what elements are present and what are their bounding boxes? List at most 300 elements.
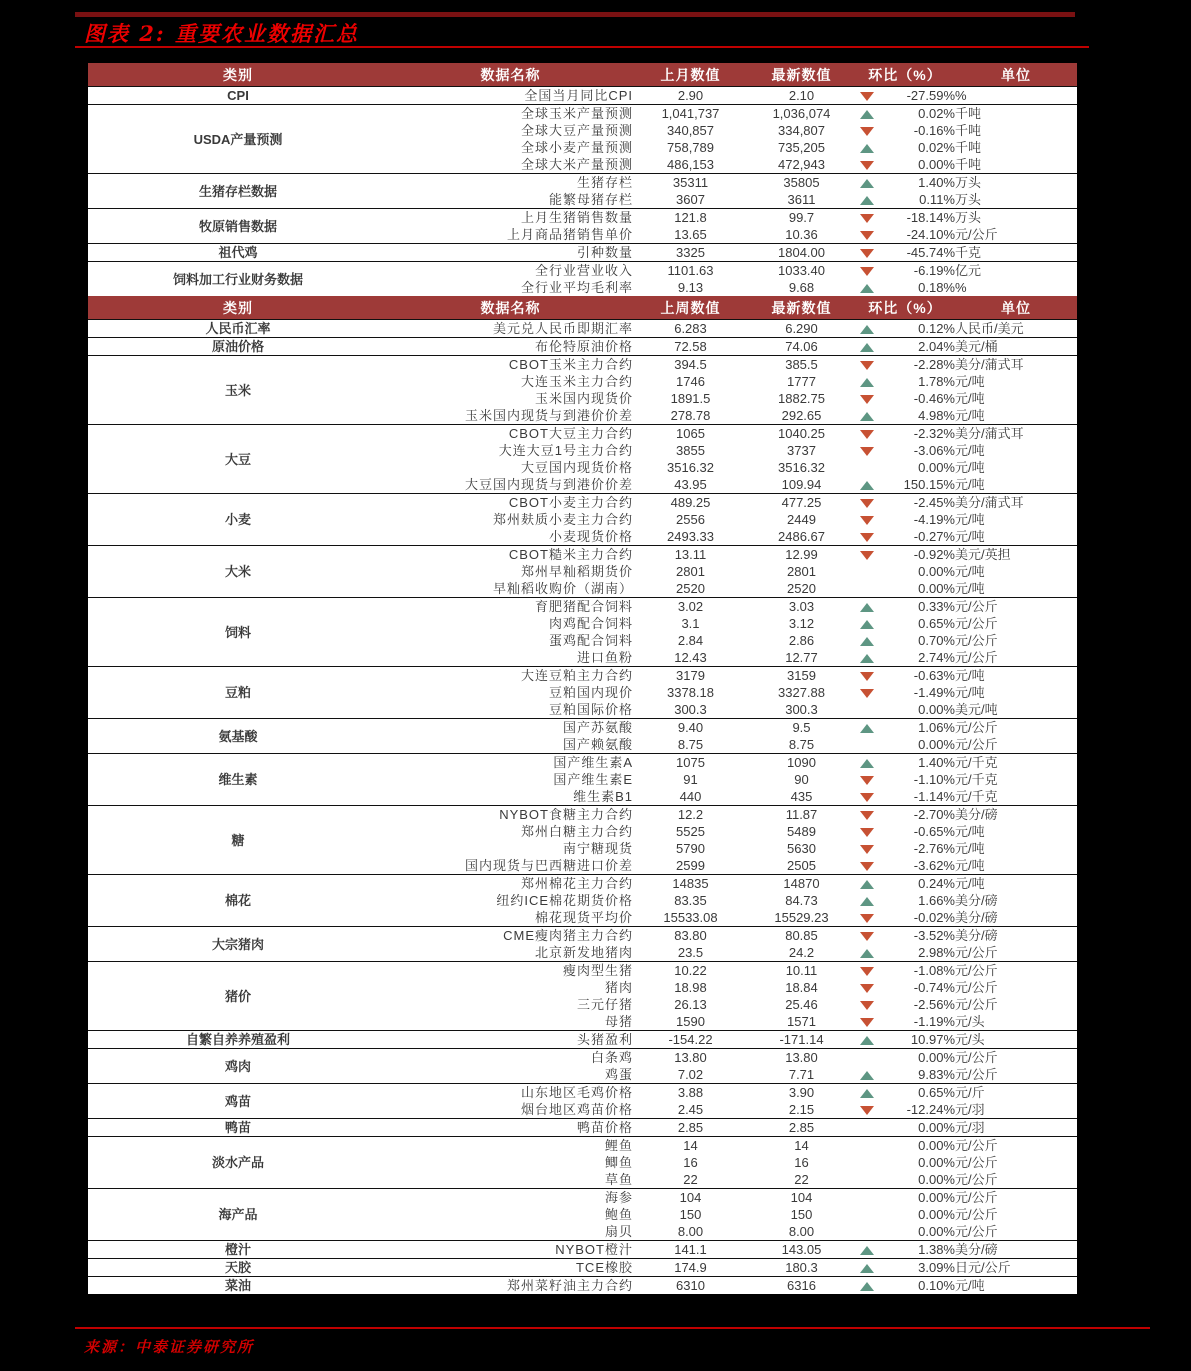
down-arrow-icon	[860, 92, 874, 101]
unit-cell: 元/公斤	[955, 1207, 998, 1222]
previous-value-cell: 6.283	[674, 321, 707, 336]
change-value: 0.00%	[918, 1172, 955, 1187]
category-group	[88, 1031, 1077, 1049]
table-row	[88, 262, 1077, 280]
category-cell: 小麦	[224, 512, 251, 527]
up-arrow-icon	[860, 880, 874, 889]
category-group	[88, 209, 1077, 244]
change-cell	[855, 407, 955, 425]
change-value: 0.00%	[918, 702, 955, 717]
previous-value-cell: 121.8	[674, 210, 707, 225]
change-value: 1.40%	[918, 175, 955, 190]
category-cell: CPI	[227, 88, 249, 103]
change-cell	[855, 1259, 955, 1277]
change-value: -12.24%	[906, 1102, 955, 1117]
unit-cell: 元/吨	[955, 1278, 985, 1293]
latest-value-cell: 12.77	[785, 650, 818, 665]
up-arrow-icon	[860, 343, 874, 352]
up-arrow-icon	[860, 1071, 874, 1080]
chart-title: 图表 2: 重要农业数据汇总	[84, 21, 359, 46]
change-value: 1.06%	[918, 720, 955, 735]
previous-value-cell: 2801	[676, 564, 705, 579]
unit-cell: 美分/磅	[955, 910, 998, 925]
latest-value-cell: 3.03	[788, 599, 815, 614]
change-value: -0.74%	[913, 980, 955, 995]
table-row	[88, 320, 1077, 338]
indicator-name-cell: CBOT糙米主力合约	[508, 547, 633, 562]
change-cell	[855, 105, 955, 123]
change-cell	[855, 1206, 955, 1223]
change-cell	[855, 425, 955, 443]
latest-value-cell: 2520	[787, 581, 816, 596]
change-cell	[855, 632, 955, 649]
down-arrow-icon	[860, 533, 874, 542]
indicator-name-cell: 鲫鱼	[604, 1155, 633, 1170]
down-arrow-icon	[860, 845, 874, 854]
previous-value-cell: 3516.32	[667, 460, 714, 475]
latest-value-cell: 1571	[787, 1014, 816, 1029]
latest-value-cell: 10.11	[785, 963, 818, 978]
change-cell	[855, 1049, 955, 1067]
indicator-name-cell: 蛋鸡配合饲料	[548, 633, 633, 648]
up-arrow-icon	[860, 110, 874, 119]
data-table-container	[88, 63, 1077, 1297]
change-value: 0.00%	[918, 1155, 955, 1170]
indicator-name-cell: 扇贝	[604, 1224, 633, 1239]
indicator-name-cell: NYBOT食糖主力合约	[499, 807, 633, 822]
change-cell	[855, 615, 955, 632]
previous-value-cell: 13.65	[674, 227, 707, 242]
up-arrow-icon	[860, 1089, 874, 1098]
latest-value-cell: 104	[790, 1190, 813, 1205]
indicator-name-cell: 豆粕国内现价	[548, 685, 633, 700]
change-cell	[855, 122, 955, 139]
change-value: -1.19%	[913, 1014, 955, 1029]
change-value: -1.10%	[913, 772, 955, 787]
change-cell	[855, 1154, 955, 1171]
previous-value-cell: 486,153	[667, 157, 714, 172]
change-value: -45.74%	[906, 245, 955, 260]
latest-value-cell: 3611	[787, 192, 816, 207]
indicator-name-cell: 郑州早籼稻期货价	[520, 564, 633, 579]
category-cell: 饲料	[224, 624, 251, 640]
change-cell	[855, 356, 955, 374]
category-cell: 淡水产品	[211, 1155, 264, 1170]
latest-value-cell: 5489	[787, 824, 816, 839]
change-value: -2.76%	[913, 841, 955, 856]
change-value: -6.19%	[913, 263, 955, 278]
indicator-name-cell: 小麦现货价格	[548, 529, 633, 544]
table-row	[88, 425, 1077, 443]
unit-cell: 元/公斤	[955, 720, 998, 735]
latest-value-cell: 3327.88	[778, 685, 825, 700]
up-arrow-icon	[860, 654, 874, 663]
previous-value-cell: 23.5	[677, 945, 704, 960]
previous-value-cell: 104	[679, 1190, 702, 1205]
latest-value-cell: 1882.75	[778, 391, 825, 406]
change-value: 0.00%	[918, 1207, 955, 1222]
indicator-name-cell: 鲤鱼	[604, 1138, 633, 1153]
category-group	[88, 667, 1077, 719]
previous-value-cell: 5525	[676, 824, 705, 839]
unit-cell: 美分/磅	[955, 928, 998, 943]
up-arrow-icon	[860, 1264, 874, 1273]
previous-value-cell: 9.40	[677, 720, 704, 735]
change-cell	[855, 823, 955, 840]
latest-value-cell: 90	[794, 772, 809, 787]
change-cell	[855, 1084, 955, 1102]
change-value: 0.65%	[918, 1085, 955, 1100]
indicator-name-cell: 草鱼	[604, 1172, 633, 1187]
category-group	[88, 546, 1077, 598]
latest-value-cell: 143.05	[781, 1242, 822, 1257]
previous-value-cell: 2.84	[677, 633, 704, 648]
previous-value-cell: 2599	[676, 858, 705, 873]
change-value: 1.40%	[918, 755, 955, 770]
up-arrow-icon	[860, 179, 874, 188]
unit-cell: 元/公斤	[955, 1067, 998, 1082]
category-group	[88, 262, 1077, 297]
previous-value-cell: 340,857	[667, 123, 714, 138]
latest-value-cell: 80.85	[785, 928, 818, 943]
indicator-name-cell: 瘦肉型生猪	[562, 963, 633, 978]
previous-value-cell: 26.13	[674, 997, 707, 1012]
indicator-name-cell: 棉花现货平均价	[534, 910, 633, 925]
change-cell	[855, 156, 955, 174]
unit-cell: 元/吨	[955, 443, 985, 458]
indicator-name-cell: 进口鱼粉	[576, 650, 633, 665]
indicator-name-cell: 国产赖氨酸	[562, 737, 633, 752]
indicator-name-cell: 生猪存栏	[576, 175, 633, 190]
change-cell	[855, 226, 955, 244]
category-cell: 鸡苗	[224, 1093, 251, 1109]
up-arrow-icon	[860, 481, 874, 490]
previous-value-cell: 150	[679, 1207, 702, 1222]
previous-value-cell: 2.45	[677, 1102, 704, 1117]
previous-value-cell: 3855	[676, 443, 705, 458]
change-cell	[855, 262, 955, 280]
unit-cell: 元/公斤	[955, 650, 998, 665]
up-arrow-icon	[860, 1246, 874, 1255]
down-arrow-icon	[860, 395, 874, 404]
change-value: -4.19%	[913, 512, 955, 527]
change-cell	[855, 563, 955, 580]
previous-value-cell: 3.1	[681, 616, 700, 631]
category-cell: USDA产量预测	[193, 131, 283, 147]
indicator-name-cell: 肉鸡配合饲料	[548, 616, 633, 631]
unit-cell: 万头	[955, 192, 982, 207]
table-row	[88, 1277, 1077, 1296]
down-arrow-icon	[860, 932, 874, 941]
previous-value-cell: 1075	[676, 755, 705, 770]
previous-value-cell: 3378.18	[667, 685, 714, 700]
unit-cell: 美分/磅	[955, 893, 998, 908]
change-value: -3.06%	[913, 443, 955, 458]
previous-value-cell: 83.35	[674, 893, 707, 908]
category-cell: 祖代鸡	[218, 245, 258, 260]
unit-cell: 美元/桶	[955, 339, 998, 354]
category-cell: 豆粕	[224, 685, 251, 700]
column-header: 类别	[88, 296, 388, 320]
category-group	[88, 1259, 1077, 1277]
previous-value-cell: 440	[679, 789, 702, 804]
up-arrow-icon	[860, 897, 874, 906]
unit-cell: 元/吨	[955, 668, 985, 683]
indicator-name-cell: 育肥猪配合饲料	[534, 599, 633, 614]
indicator-name-cell: 郑州棉花主力合约	[520, 876, 633, 891]
unit-cell: 元/公斤	[955, 1138, 998, 1153]
unit-cell: 元/公斤	[955, 963, 998, 978]
category-cell: 棉花	[224, 893, 251, 908]
change-value: 0.00%	[918, 581, 955, 596]
unit-cell: 美分/蒲式耳	[955, 426, 1024, 441]
unit-cell: 元/公斤	[955, 227, 998, 242]
unit-cell: 元/吨	[955, 460, 985, 475]
unit-cell: 美分/蒲式耳	[955, 495, 1024, 510]
unit-cell: 元/吨	[955, 477, 985, 492]
table-row	[88, 1241, 1077, 1259]
latest-value-cell: 3.12	[788, 616, 815, 631]
indicator-name-cell: CBOT玉米主力合约	[508, 357, 633, 372]
header-row	[88, 296, 1077, 320]
column-header: 数据名称	[388, 63, 633, 87]
change-value: 0.00%	[918, 1050, 955, 1065]
change-value: 0.65%	[918, 616, 955, 631]
category-group	[88, 87, 1077, 105]
down-arrow-icon	[860, 828, 874, 837]
previous-value-cell: 14835	[672, 876, 709, 891]
latest-value-cell: 1033.40	[778, 263, 825, 278]
latest-value-cell: 735,205	[778, 140, 825, 155]
change-cell	[855, 1171, 955, 1189]
latest-value-cell: 3159	[787, 668, 816, 683]
down-arrow-icon	[860, 516, 874, 525]
change-cell	[855, 1101, 955, 1119]
change-value: 0.00%	[918, 737, 955, 752]
unit-cell: 美元/英担	[955, 547, 1011, 562]
category-group	[88, 244, 1077, 262]
latest-value-cell: 14870	[783, 876, 820, 891]
previous-value-cell: 3179	[676, 668, 705, 683]
change-cell	[855, 580, 955, 598]
change-value: -0.16%	[913, 123, 955, 138]
down-arrow-icon	[860, 551, 874, 560]
down-arrow-icon	[860, 214, 874, 223]
latest-value-cell: 2486.67	[778, 529, 825, 544]
latest-value-cell: 3516.32	[778, 460, 825, 475]
previous-value-cell: 5790	[676, 841, 705, 856]
category-group	[88, 598, 1077, 667]
change-value: -27.59%	[906, 88, 955, 103]
indicator-name-cell: 大连玉米主力合约	[520, 374, 633, 389]
table-row	[88, 1084, 1077, 1102]
change-cell	[855, 494, 955, 512]
up-arrow-icon	[860, 724, 874, 733]
change-cell	[855, 1119, 955, 1137]
unit-cell: 千吨	[955, 123, 982, 138]
column-header: 最新数值	[748, 296, 855, 320]
change-value: 0.10%	[918, 1278, 955, 1293]
change-value: 9.83%	[918, 1067, 955, 1082]
column-header: 类别	[88, 63, 388, 87]
change-cell	[855, 511, 955, 528]
unit-cell: 元/公斤	[955, 1155, 998, 1170]
change-value: 150.15%	[903, 477, 955, 492]
latest-value-cell: 14	[794, 1138, 809, 1153]
latest-value-cell: 1777	[787, 374, 816, 389]
change-value: 0.00%	[918, 1138, 955, 1153]
up-arrow-icon	[860, 378, 874, 387]
indicator-name-cell: 郑州麸质小麦主力合约	[492, 512, 633, 527]
change-cell	[855, 649, 955, 667]
change-cell	[855, 1013, 955, 1031]
unit-cell: 元/公斤	[955, 980, 998, 995]
table-row	[88, 209, 1077, 227]
down-arrow-icon	[860, 267, 874, 276]
unit-cell: 元/头	[955, 1014, 985, 1029]
up-arrow-icon	[860, 637, 874, 646]
up-arrow-icon	[860, 949, 874, 958]
down-arrow-icon	[860, 793, 874, 802]
previous-value-cell: 1,041,737	[661, 106, 720, 121]
indicator-name-cell: 引种数量	[576, 245, 633, 260]
category-cell: 生猪存栏数据	[198, 183, 277, 199]
latest-value-cell: 472,943	[778, 157, 825, 172]
up-arrow-icon	[860, 284, 874, 293]
previous-value-cell: 8.75	[677, 737, 704, 752]
column-header: 单位	[955, 296, 1077, 320]
change-cell	[855, 701, 955, 719]
indicator-name-cell: 维生素B1	[573, 789, 633, 804]
category-group	[88, 356, 1077, 425]
down-arrow-icon	[860, 776, 874, 785]
unit-cell: 万头	[955, 175, 982, 190]
indicator-name-cell: 白条鸡	[590, 1050, 633, 1065]
unit-cell: 元/公斤	[955, 599, 998, 614]
latest-value-cell: 2801	[787, 564, 816, 579]
latest-value-cell: 99.7	[788, 210, 815, 225]
down-arrow-icon	[860, 430, 874, 439]
down-arrow-icon	[860, 361, 874, 370]
category-group	[88, 1277, 1077, 1296]
latest-value-cell: 9.5	[792, 720, 811, 735]
table-row	[88, 806, 1077, 824]
previous-value-cell: 15533.08	[663, 910, 718, 925]
column-header: 环比（%）	[855, 63, 955, 87]
table-row	[88, 1259, 1077, 1277]
change-value: -0.46%	[913, 391, 955, 406]
change-cell	[855, 442, 955, 459]
previous-value-cell: 3.88	[677, 1085, 704, 1100]
previous-value-cell: 13.11	[674, 547, 707, 562]
previous-value-cell: 3325	[676, 245, 705, 260]
indicator-name-cell: 全行业营业收入	[534, 263, 633, 278]
change-cell	[855, 1189, 955, 1207]
change-value: -0.02%	[913, 910, 955, 925]
up-arrow-icon	[860, 1036, 874, 1045]
change-cell	[855, 857, 955, 875]
category-cell: 海产品	[218, 1207, 258, 1222]
change-cell	[855, 209, 955, 227]
down-arrow-icon	[860, 689, 874, 698]
unit-cell: 亿元	[955, 263, 982, 278]
indicator-name-cell: 国产维生素A	[553, 755, 633, 770]
down-arrow-icon	[860, 249, 874, 258]
change-cell	[855, 320, 955, 338]
latest-value-cell: 6.290	[785, 321, 818, 336]
unit-cell: 元/吨	[955, 374, 985, 389]
unit-cell: 元/吨	[955, 408, 985, 423]
change-cell	[855, 459, 955, 476]
indicator-name-cell: 全球小麦产量预测	[520, 140, 633, 155]
previous-value-cell: 12.43	[674, 650, 707, 665]
change-value: 0.02%	[918, 106, 955, 121]
previous-value-cell: 394.5	[674, 357, 707, 372]
previous-value-cell: 10.22	[674, 963, 707, 978]
category-cell: 大豆	[224, 451, 251, 467]
change-cell	[855, 840, 955, 857]
table-row	[88, 1189, 1077, 1207]
latest-value-cell: 2.86	[788, 633, 815, 648]
table-row	[88, 244, 1077, 262]
source-top-rule	[75, 1327, 1150, 1329]
change-value: -1.08%	[913, 963, 955, 978]
category-group	[88, 174, 1077, 209]
latest-value-cell: 8.75	[788, 737, 815, 752]
change-cell	[855, 244, 955, 262]
indicator-name-cell: 上月商品猪销售单价	[506, 227, 633, 242]
change-value: 0.00%	[918, 460, 955, 475]
unit-cell: 元/公斤	[955, 1224, 998, 1239]
change-value: 0.18%	[918, 280, 955, 295]
unit-cell: 元/吨	[955, 564, 985, 579]
indicator-name-cell: 郑州白糖主力合约	[520, 824, 633, 839]
change-value: -2.28%	[913, 357, 955, 372]
change-cell	[855, 1031, 955, 1049]
change-cell	[855, 892, 955, 909]
latest-value-cell: 18.84	[785, 980, 818, 995]
change-cell	[855, 736, 955, 754]
table-row	[88, 719, 1077, 737]
indicator-name-cell: 鸭苗价格	[576, 1120, 633, 1135]
previous-value-cell: -154.22	[668, 1032, 713, 1047]
change-value: -0.65%	[913, 824, 955, 839]
table-row	[88, 174, 1077, 192]
previous-value-cell: 141.1	[674, 1242, 707, 1257]
category-cell: 大宗猪肉	[211, 936, 264, 952]
change-cell	[855, 754, 955, 772]
latest-value-cell: 2.15	[788, 1102, 815, 1117]
previous-value-cell: 1590	[676, 1014, 705, 1029]
latest-value-cell: 1040.25	[778, 426, 825, 441]
down-arrow-icon	[860, 811, 874, 820]
unit-cell: 元/公斤	[955, 945, 998, 960]
summary-table	[88, 63, 1077, 296]
unit-cell: 元/羽	[955, 1102, 985, 1117]
change-cell	[855, 191, 955, 209]
category-cell: 大米	[224, 564, 251, 579]
up-arrow-icon	[860, 144, 874, 153]
indicator-name-cell: 豆粕国际价格	[548, 702, 633, 717]
category-cell: 菜油	[224, 1278, 251, 1293]
table-row	[88, 494, 1077, 512]
indicator-name-cell: CME瘦肉猪主力合约	[503, 928, 633, 943]
category-group	[88, 719, 1077, 754]
previous-value-cell: 300.3	[674, 702, 707, 717]
change-value: 2.04%	[918, 339, 955, 354]
latest-value-cell: 435	[790, 789, 813, 804]
change-cell	[855, 174, 955, 192]
